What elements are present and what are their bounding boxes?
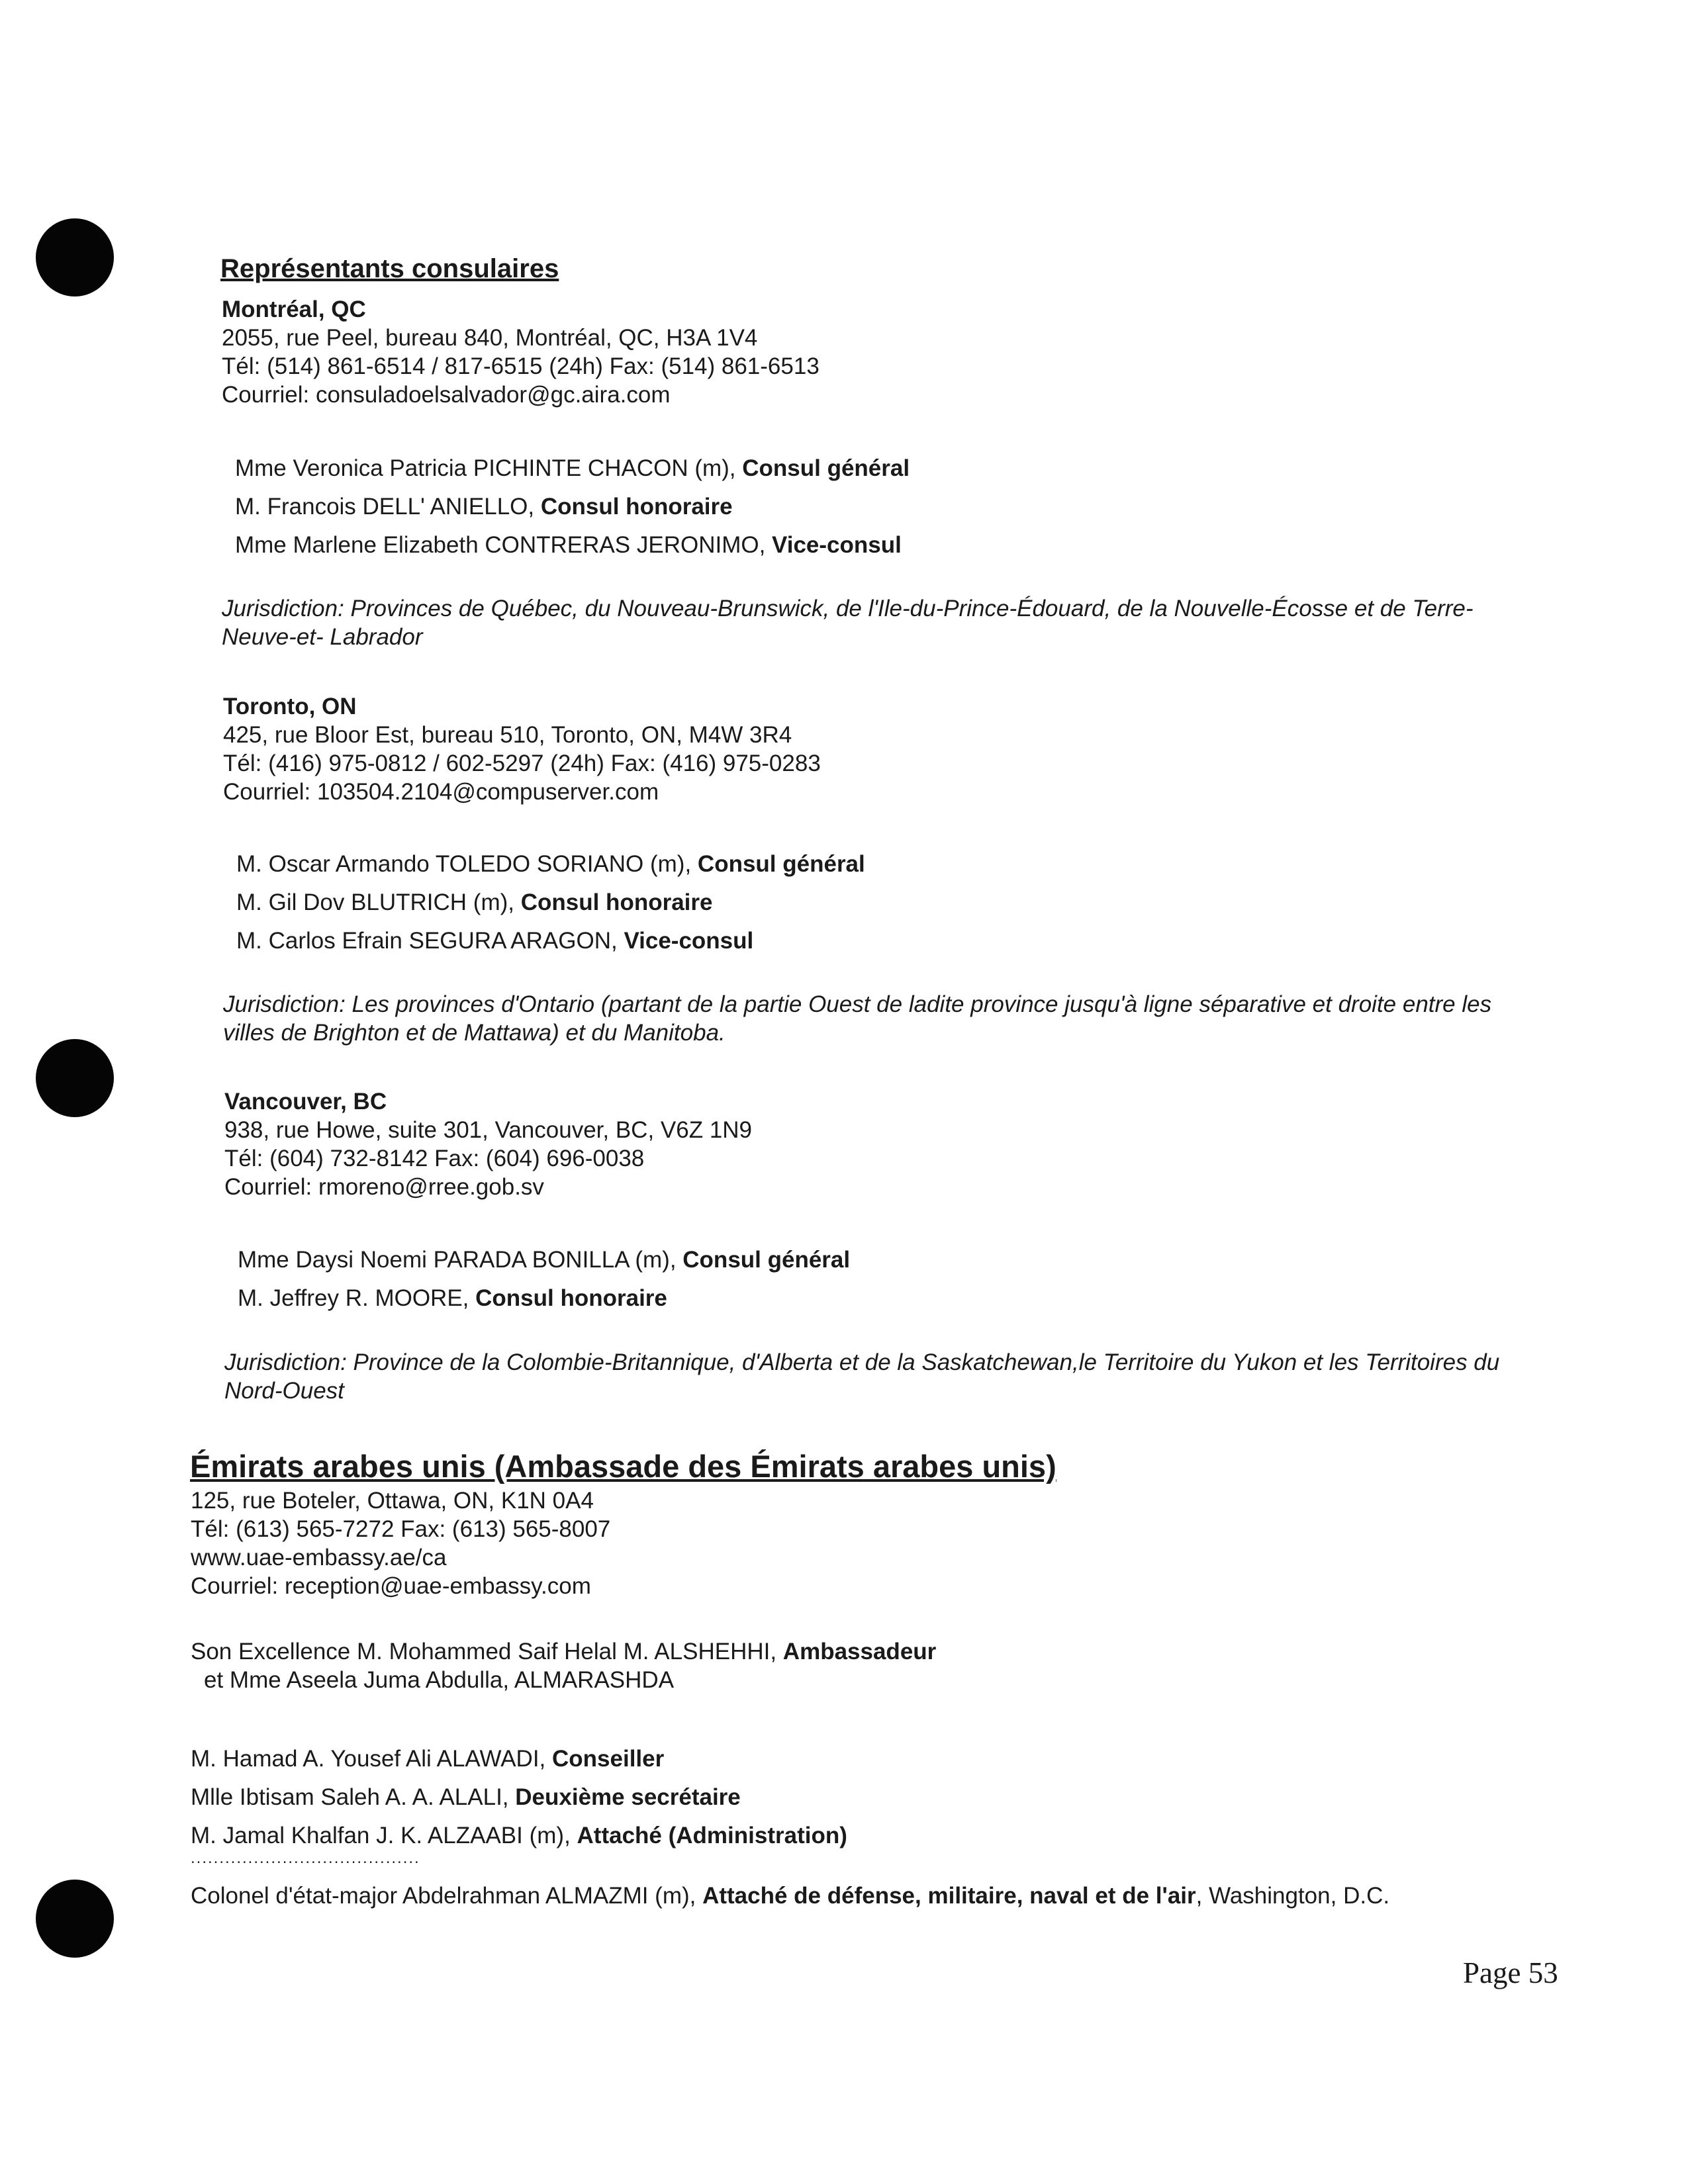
person-entry [238, 1279, 850, 1318]
person-entry [191, 1740, 847, 1778]
office-city: Vancouver, BC [224, 1089, 387, 1115]
ambassador-spouse: et Mme Aseela Juma Abdulla, ALMARASHDA [204, 1667, 675, 1693]
ambassador-title: Ambassadeur [782, 1639, 937, 1664]
office-phone: Tél: (514) 861-6514 / 817-6515 (24h) Fax: (514) 861-6513 [222, 353, 820, 379]
office-montreal-people [235, 449, 910, 565]
embassy-title-uae: Émirats arabes unis (Ambassade des Émirats arabes unis) [190, 1449, 1056, 1484]
office-toronto-jurisdiction: Jurisdiction: Les provinces d'Ontario (partant de la partie Ouest de ladite province jusqu'à ligne séparative et droite entre les villes de Brighton et de Mattawa) et du Manitoba. [223, 991, 1492, 1046]
person-entry [235, 526, 910, 565]
defense-attache-entry [191, 1882, 1448, 1910]
person-title: Attaché (Administration) [577, 1823, 847, 1848]
binder-hole-middle [36, 1039, 114, 1117]
office-phone: Tél: (604) 732-8142 Fax: (604) 696-0038 [224, 1146, 645, 1171]
embassy-email: Courriel: reception@uae-embassy.com [191, 1573, 591, 1599]
office-toronto-people [236, 845, 865, 960]
dotted-separator: ........................................ [191, 1849, 420, 1867]
office-vancouver-jurisdiction: Jurisdiction: Province de la Colombie-Britannique, d'Alberta et de la Saskatchewan,le Territoire du Yukon et les Territoires du Nord-Ouest [224, 1349, 1500, 1404]
person-name: M. Gil Dov BLUTRICH (m), [236, 889, 521, 915]
embassy-address: 125, rue Boteler, Ottawa, ON, K1N 0A4 [191, 1488, 594, 1514]
binder-hole-top [36, 218, 114, 296]
office-vancouver [224, 1087, 752, 1201]
office-address: 938, rue Howe, suite 301, Vancouver, BC, V6Z 1N9 [224, 1117, 753, 1143]
person-title: Consul honoraire [520, 889, 713, 915]
office-email: Courriel: rmoreno@rree.gob.sv [224, 1174, 544, 1200]
person-entry [236, 845, 865, 884]
person-title: Consul honoraire [540, 494, 733, 520]
person-name: M. Jeffrey R. MOORE, [238, 1285, 476, 1311]
office-montreal [222, 295, 820, 409]
office-phone: Tél: (416) 975-0812 / 602-5297 (24h) Fax: (416) 975-0283 [223, 751, 821, 776]
person-name: M. Jamal Khalfan J. K. ALZAABI (m), [191, 1823, 577, 1848]
office-city: Toronto, ON [223, 694, 357, 719]
office-vancouver-people [238, 1241, 850, 1318]
person-title: Consul général [697, 851, 865, 877]
person-entry [235, 488, 910, 526]
embassy-people [191, 1740, 847, 1855]
person-title: Deuxième secrétaire [515, 1784, 741, 1810]
page-number: Page 53 [1463, 1956, 1558, 1989]
person-entry [238, 1241, 850, 1279]
person-title: Conseiller [552, 1746, 665, 1772]
office-city: Montréal, QC [222, 296, 366, 322]
ambassador-line [191, 1637, 936, 1666]
office-toronto [223, 692, 821, 806]
person-entry [235, 449, 910, 488]
attache-title: Attaché de défense, militaire, naval et de l'air [702, 1883, 1196, 1909]
embassy-contact [191, 1486, 610, 1600]
binder-hole-bottom [36, 1880, 114, 1958]
person-name: Mlle Ibtisam Saleh A. A. ALALI, [191, 1784, 516, 1810]
person-name: M. Hamad A. Yousef Ali ALAWADI, [191, 1746, 553, 1772]
attache-location: , Washington, D.C. [1196, 1883, 1390, 1909]
embassy-website: www.uae-embassy.ae/ca [191, 1545, 447, 1570]
ambassador-name: Son Excellence M. Mohammed Saif Helal M. ALSHEHHI, [191, 1639, 783, 1664]
person-name: Mme Daysi Noemi PARADA BONILLA (m), [238, 1247, 683, 1273]
person-title: Vice-consul [772, 532, 902, 558]
attache-name: Colonel d'état-major Abdelrahman ALMAZMI (m), [191, 1883, 703, 1909]
ambassador-entry [191, 1637, 936, 1694]
office-address: 425, rue Bloor Est, bureau 510, Toronto, ON, M4W 3R4 [223, 722, 792, 748]
person-entry [236, 922, 865, 960]
person-title: Consul général [742, 455, 910, 481]
office-address: 2055, rue Peel, bureau 840, Montréal, QC, H3A 1V4 [222, 325, 758, 351]
office-email: Courriel: 103504.2104@compuserver.com [223, 779, 659, 805]
person-name: M. Carlos Efrain SEGURA ARAGON, [236, 928, 624, 954]
section-title-consular: Représentants consulaires [220, 254, 559, 283]
person-title: Consul honoraire [475, 1285, 667, 1311]
office-email: Courriel: consuladoelsalvador@gc.aira.com [222, 382, 671, 408]
person-title: Vice-consul [624, 928, 754, 954]
person-title: Consul général [682, 1247, 851, 1273]
office-montreal-jurisdiction: Jurisdiction: Provinces de Québec, du Nouveau-Brunswick, de l'Ile-du-Prince-Édouard, de la Nouvelle-Écosse et de Terre-Neuve-et- Labrador [222, 596, 1474, 650]
person-name: M. Oscar Armando TOLEDO SORIANO (m), [236, 851, 698, 877]
person-name: Mme Veronica Patricia PICHINTE CHACON (m), [235, 455, 743, 481]
person-name: M. Francois DELL' ANIELLO, [235, 494, 541, 520]
person-entry [191, 1778, 847, 1817]
person-entry [236, 884, 865, 922]
embassy-phone: Tél: (613) 565-7272 Fax: (613) 565-8007 [191, 1516, 611, 1542]
person-name: Mme Marlene Elizabeth CONTRERAS JERONIMO, [235, 532, 773, 558]
